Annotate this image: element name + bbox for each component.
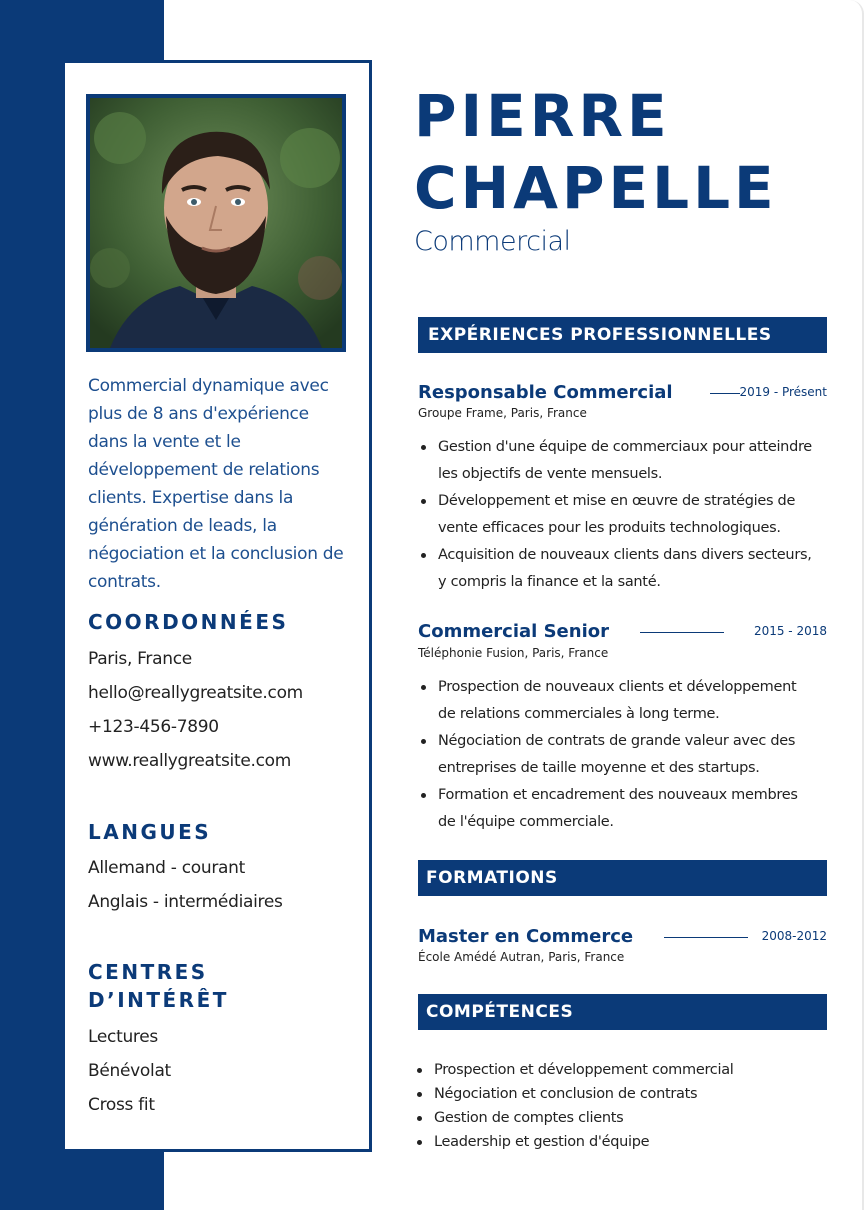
name-line2: CHAPELLE <box>414 154 778 222</box>
list-item: Formation et encadrement des nouveaux membres de l'équipe commerciale. <box>418 782 818 836</box>
education-dates: 2008-2012 <box>761 929 827 943</box>
job-2-dates: 2015 - 2018 <box>753 624 827 638</box>
list-item: Prospection et développement commercial <box>414 1058 814 1082</box>
job-2-title: Commercial Senior <box>418 621 609 642</box>
job-2-company: Téléphonie Fusion, Paris, France <box>418 646 609 660</box>
list-item: Leadership et gestion d'équipe <box>414 1130 814 1154</box>
education-heading: FORMATIONS <box>418 860 827 896</box>
interest-item: Cross fit <box>88 1095 155 1115</box>
interests-heading <box>88 958 358 1014</box>
contact-location: Paris, France <box>88 649 192 669</box>
job-1-bullets <box>418 434 818 596</box>
skills-heading: COMPÉTENCES <box>418 994 827 1030</box>
contact-website: www.reallygreatsite.com <box>88 751 292 771</box>
interest-item: Bénévolat <box>88 1061 171 1081</box>
list-item: Gestion de comptes clients <box>414 1106 814 1130</box>
experience-heading: EXPÉRIENCES PROFESSIONNELLES <box>418 317 827 353</box>
contact-heading: COORDONNÉES <box>88 610 289 634</box>
interests-heading-line1: CENTRES <box>88 960 208 984</box>
job-1-title: Responsable Commercial <box>418 382 673 403</box>
name-line1: PIERRE <box>414 82 671 150</box>
job-2-bullets <box>418 674 818 836</box>
divider-line <box>710 393 740 394</box>
contact-phone: +123-456-7890 <box>88 717 219 737</box>
profile-summary: Commercial dynamique avec plus de 8 ans d'expérience dans la vente et le développement de relations clients. Expertise dans la génération de leads, la négociation et la conclusion de contrats. <box>88 376 344 592</box>
person-name <box>414 80 834 224</box>
education-header <box>418 925 827 949</box>
languages-heading: LANGUES <box>88 820 212 844</box>
list-item: Acquisition de nouveaux clients dans divers secteurs, y compris la finance et la santé. <box>418 542 818 596</box>
language-item: Allemand - courant <box>88 858 245 878</box>
list-item: Négociation de contrats de grande valeur avec des entreprises de taille moyenne et des startups. <box>418 728 818 782</box>
interests-heading-line2: D’INTÉRÊT <box>88 988 229 1012</box>
job-1-company: Groupe Frame, Paris, France <box>418 406 587 420</box>
job-1-header <box>418 381 827 405</box>
contact-email: hello@reallygreatsite.com <box>88 683 303 703</box>
education-title: Master en Commerce <box>418 926 634 947</box>
education-school: École Amédé Autran, Paris, France <box>418 950 625 964</box>
profile-photo <box>86 94 346 352</box>
list-item: Gestion d'une équipe de commerciaux pour atteindre les objectifs de vente mensuels. <box>418 434 818 488</box>
job-title: Commercial <box>414 226 571 257</box>
interest-item: Lectures <box>88 1027 158 1047</box>
job-1-dates: 2019 - Présent <box>739 385 827 399</box>
divider-line <box>664 937 748 938</box>
languages-list <box>88 851 358 919</box>
skills-list <box>414 1058 814 1154</box>
language-item: Anglais - intermédiaires <box>88 892 283 912</box>
list-item: Négociation et conclusion de contrats <box>414 1082 814 1106</box>
interests-list <box>88 1020 358 1122</box>
divider-line <box>640 632 724 633</box>
list-item: Prospection de nouveaux clients et développement de relations commerciales à long terme. <box>418 674 818 728</box>
contact-list <box>88 642 358 778</box>
list-item: Développement et mise en œuvre de stratégies de vente efficaces pour les produits technologiques. <box>418 488 818 542</box>
job-2-header <box>418 620 827 644</box>
